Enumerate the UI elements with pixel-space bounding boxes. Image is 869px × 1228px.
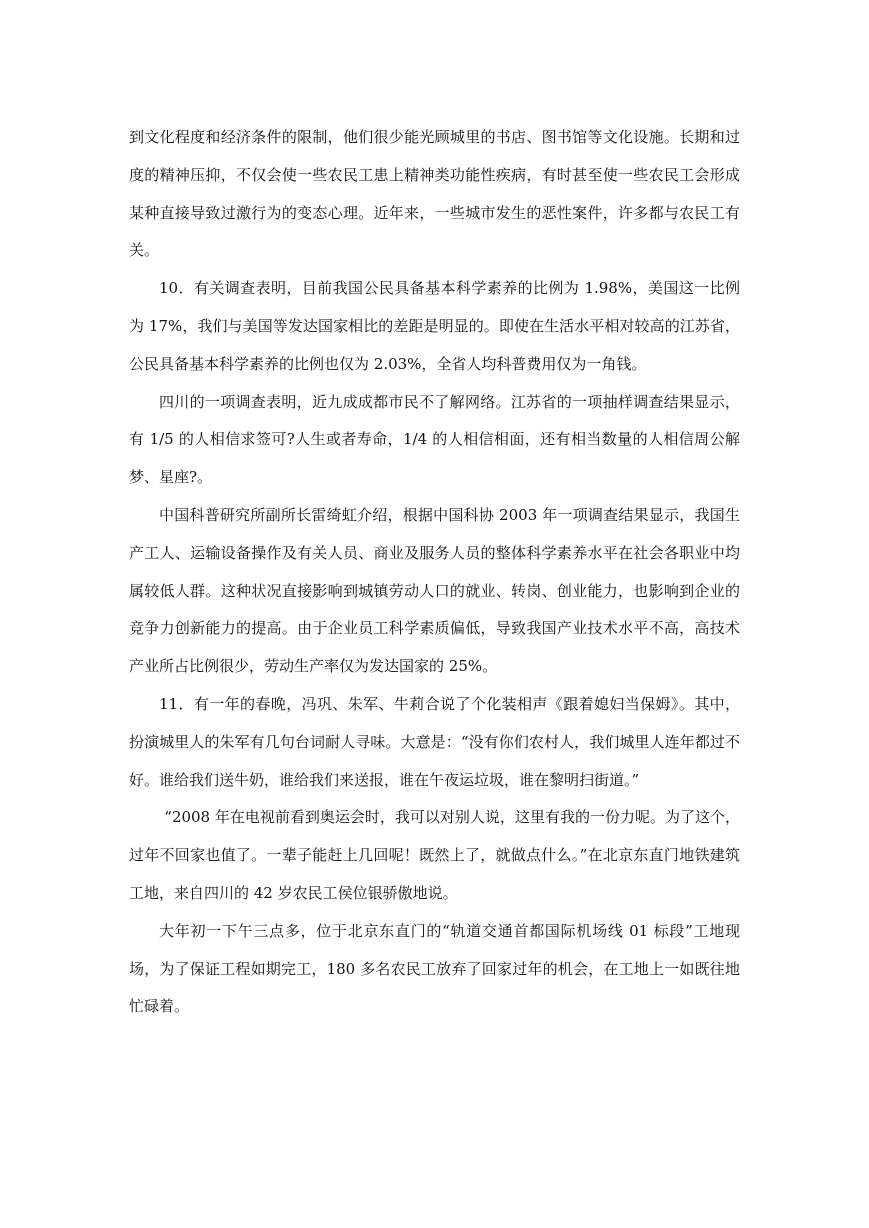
document-body: [129, 119, 740, 1026]
paragraph-item-11: 11．有一年的春晚，冯巩、朱军、牛莉合说了个化装相声《跟着媳妇当保姆》。其中，扮演城里人的朱军有几句台词耐人寻味。大意是：“没有你们农村人，我们城里人连年都过不好。谁给我们送牛奶，谁给我们来送报，谁在午夜运垃圾，谁在黎明扫街道。”: [129, 694, 740, 789]
paragraph-continuation: 到文化程度和经济条件的限制，他们很少能光顾城里的书店、图书馆等文化设施。长期和过度的精神压抑，不仅会使一些农民工患上精神类功能性疾病，有时甚至使一些农民工会形成某种直接导致过激行为的变态心理。近年来，一些城市发生的恶性案件，许多都与农民工有关。: [129, 128, 740, 260]
paragraph-science-institute: 中国科普研究所副所长雷绮虹介绍，根据中国科协 2003 年一项调查结果显示，我国生产工人、运输设备操作及有关人员、商业及服务人员的整体科学素养水平在社会各职业中均属较低人群。这种状况直接影响到城镇劳动人口的就业、转岗、创业能力，也影响到企业的竞争力创新能力的提高。由于企业员工科学素质偏低，导致我国产业技术水平不高，高技术产业所占比例很少，劳动生产率仅为发达国家的 25%。: [129, 505, 740, 676]
paragraph-worker-quote: “2008 年在电视前看到奥运会时，我可以对别人说，这里有我的一份力呢。为了这个，过年不回家也值了。一辈子能赶上几回呢！既然上了，就做点什么。”在北京东直门地铁建筑工地，来自四川的 42 岁农民工侯位银骄傲地说。: [129, 808, 740, 902]
paragraph-sichuan-survey: 四川的一项调查表明，近九成成都市民不了解网络。江苏省的一项抽样调查结果显示，有 1/5 的人相信求签可?人生或者寿命，1/4 的人相信相面，还有相当数量的人相信周公解梦、星座?。: [129, 392, 740, 487]
paragraph-new-year-site: 大年初一下午三点多，位于北京东直门的“轨道交通首都国际机场线 01 标段”工地现场，为了保证工程如期完工，180 多名农民工放弃了回家过年的机会，在工地上一如既往地忙碌着。: [129, 921, 740, 1016]
paragraph-item-10: 10．有关调查表明，目前我国公民具备基本科学素养的比例为 1.98%，美国这一比例为 17%，我们与美国等发达国家相比的差距是明显的。即使在生活水平相对较高的江苏省，公民具备基本科学素养的比例也仅为 2.03%，全省人均科普费用仅为一角钱。: [129, 279, 740, 373]
